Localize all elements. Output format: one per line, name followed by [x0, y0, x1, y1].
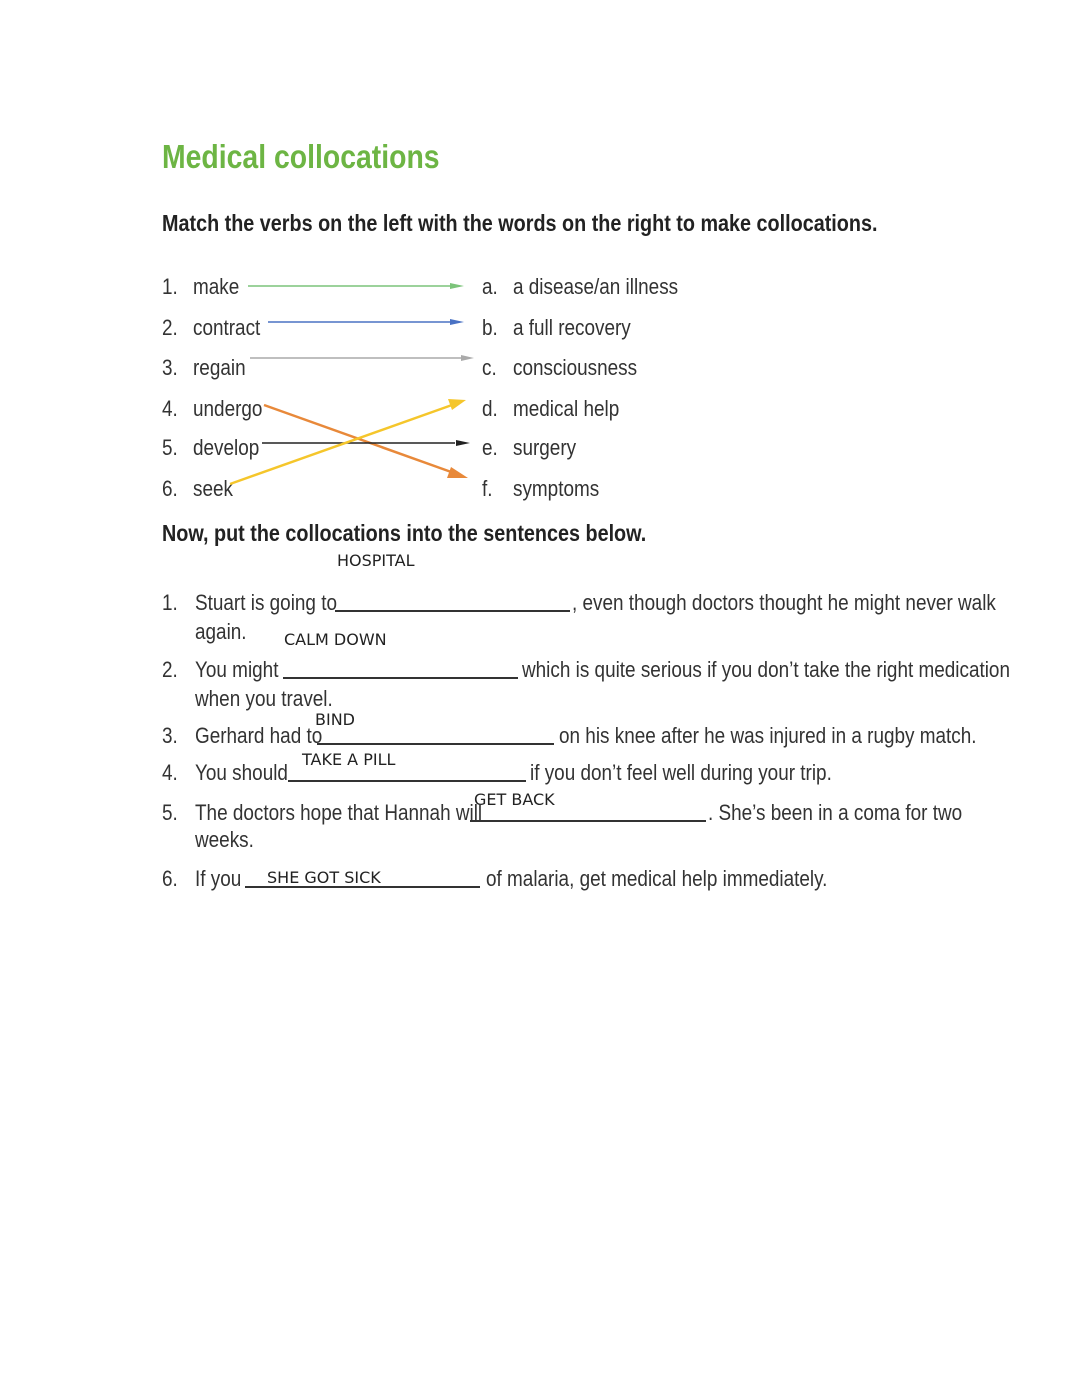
answer-blank[interactable] — [317, 743, 554, 745]
sentence-text: on his knee after he was injured in a rugby match. — [559, 723, 977, 748]
sentence-text: You might — [195, 657, 279, 682]
answer-blank[interactable] — [470, 820, 706, 822]
left-item-word: contract — [193, 315, 261, 340]
sentence-text: which is quite serious if you don’t take the right medication — [522, 657, 1010, 682]
arrowhead-icon — [456, 440, 470, 446]
match-instruction: Match the verbs on the left with the words on the right to make collocations. — [162, 210, 878, 236]
sentence-text: of malaria, get medical help immediately. — [486, 866, 828, 891]
sentence-text: If you — [195, 866, 242, 891]
sentence-text: weeks. — [195, 827, 254, 852]
left-item-word: regain — [193, 355, 246, 380]
sentence-text: , even though doctors thought he might never walk — [572, 590, 996, 615]
answer-blank[interactable] — [335, 610, 570, 612]
left-item-number: 2. — [162, 315, 178, 340]
arrowhead-icon — [461, 355, 474, 361]
answer-text: GET BACK — [474, 790, 555, 809]
left-item-number: 6. — [162, 476, 178, 501]
right-item-word: medical help — [513, 396, 620, 421]
left-item-number: 1. — [162, 274, 178, 299]
answer-blank[interactable] — [288, 780, 526, 782]
sentence-text: again. — [195, 619, 247, 644]
answer-blank[interactable] — [283, 677, 518, 679]
sentence-text: You should — [195, 760, 288, 785]
sentence-text: Stuart is going to — [195, 590, 337, 615]
arrowhead-icon — [450, 319, 464, 325]
right-item-letter: b. — [482, 315, 498, 340]
answer-text: CALM DOWN — [284, 630, 387, 649]
sentence-number: 4. — [162, 760, 178, 785]
sentence-number: 1. — [162, 590, 178, 615]
right-item-letter: e. — [482, 435, 498, 460]
matching-lines — [0, 0, 1080, 560]
right-item-letter: c. — [482, 355, 497, 380]
answer-text: BIND — [315, 710, 355, 729]
right-item-word: symptoms — [513, 476, 600, 501]
left-item-number: 3. — [162, 355, 178, 380]
arrowhead-icon — [450, 283, 464, 289]
sentence-number: 5. — [162, 800, 178, 825]
right-item-letter: f. — [482, 476, 493, 501]
arrowhead-icon — [447, 467, 468, 478]
sentence-text: Gerhard had to — [195, 723, 323, 748]
sentence-text: The doctors hope that Hannah will — [195, 800, 483, 825]
right-item-letter: a. — [482, 274, 498, 299]
sentences-instruction: Now, put the collocations into the sentences below. — [162, 520, 647, 546]
sentence-text: . She’s been in a coma for two — [708, 800, 963, 825]
sentence-number: 2. — [162, 657, 178, 682]
left-item-number: 5. — [162, 435, 178, 460]
left-item-number: 4. — [162, 396, 178, 421]
page-title: Medical collocations — [162, 138, 440, 175]
right-item-letter: d. — [482, 396, 498, 421]
right-item-word: consciousness — [513, 355, 638, 380]
left-item-word: seek — [193, 476, 233, 501]
left-item-word: develop — [193, 435, 260, 460]
right-item-word: a full recovery — [513, 315, 631, 340]
left-item-word: make — [193, 274, 240, 299]
match-line-6-d — [230, 405, 452, 484]
arrowhead-icon — [448, 399, 466, 410]
sentence-text: if you don’t feel well during your trip. — [530, 760, 832, 785]
sentence-text: when you travel. — [195, 686, 333, 711]
answer-text: HOSPITAL — [337, 551, 415, 570]
answer-text: SHE GOT SICK — [267, 868, 381, 887]
answer-text: TAKE A PILL — [302, 750, 396, 769]
sentence-number: 6. — [162, 866, 178, 891]
right-item-word: a disease/an illness — [513, 274, 679, 299]
left-item-word: undergo — [193, 396, 263, 421]
right-item-word: surgery — [513, 435, 577, 460]
sentence-number: 3. — [162, 723, 178, 748]
